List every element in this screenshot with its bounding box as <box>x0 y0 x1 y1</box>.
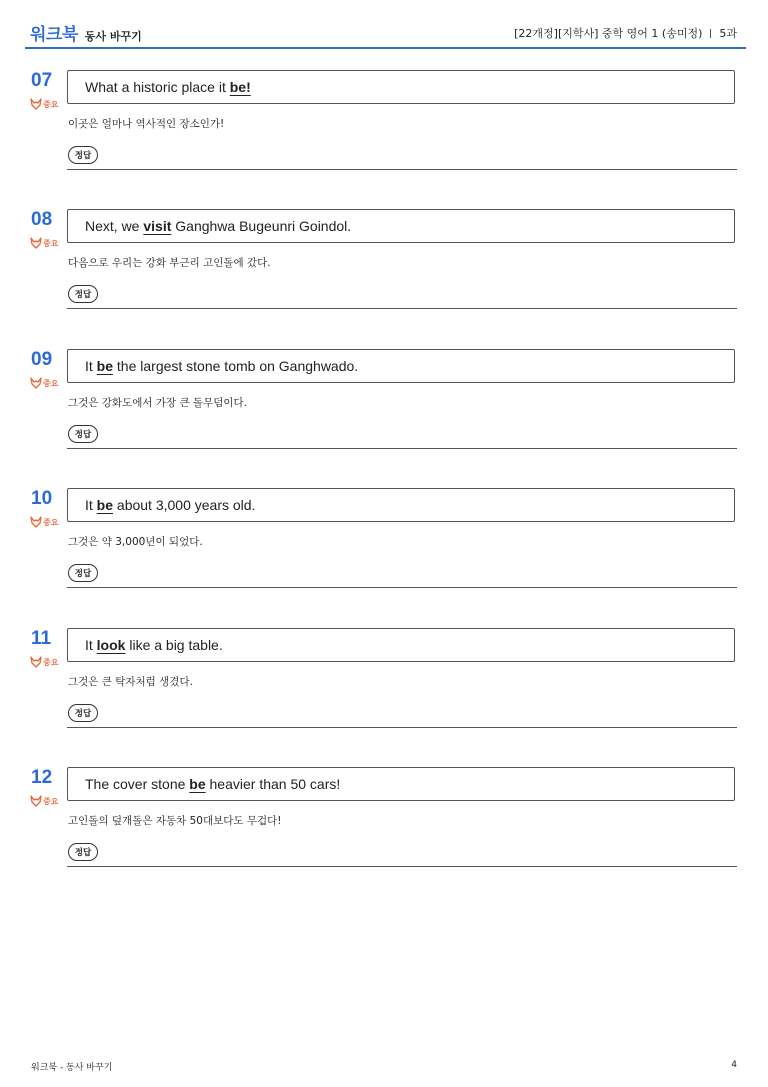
important-badge <box>30 656 58 668</box>
question-number: 08 <box>31 209 53 230</box>
question-item <box>0 209 768 329</box>
answer-button[interactable]: 정답 <box>68 146 98 164</box>
important-label: 중요 <box>43 657 59 667</box>
translation: 그것은 약 3,000년이 되었다. <box>68 536 203 548</box>
brand-logo: 워크북 <box>30 25 78 45</box>
verb-blank: be <box>189 776 206 792</box>
question-item <box>0 767 768 887</box>
fox-icon <box>30 516 42 528</box>
sentence-after: like a big table. <box>125 637 223 653</box>
fox-icon <box>30 656 42 668</box>
page-header <box>0 0 768 50</box>
answer-button[interactable]: 정답 <box>68 285 98 303</box>
question-number: 07 <box>31 70 53 91</box>
question-item <box>0 70 768 190</box>
question-number: 10 <box>31 488 53 509</box>
item-divider <box>67 866 737 867</box>
important-badge <box>30 795 58 807</box>
question-sentence <box>67 349 735 383</box>
sentence-after: Ganghwa Bugeunri Goindol. <box>171 218 352 234</box>
question-sentence <box>67 628 735 662</box>
sentence-before: What a historic place it <box>85 79 230 95</box>
important-label: 중요 <box>43 238 59 248</box>
translation: 고인돌의 덮개돌은 자동차 50대보다도 무겁다! <box>68 815 282 827</box>
question-item <box>0 349 768 469</box>
answer-button[interactable]: 정답 <box>68 704 98 722</box>
fox-icon <box>30 237 42 249</box>
verb-blank: be <box>96 358 114 374</box>
question-item <box>0 628 768 748</box>
item-divider <box>67 169 737 170</box>
question-number: 11 <box>31 628 52 649</box>
verb-blank: be <box>96 497 114 513</box>
item-divider <box>67 587 737 588</box>
answer-button[interactable]: 정답 <box>68 843 98 861</box>
question-sentence <box>67 70 735 104</box>
answer-button[interactable]: 정답 <box>68 425 98 443</box>
worksheet-type: 동사 바꾸기 <box>84 30 142 43</box>
item-divider <box>67 448 737 449</box>
important-badge <box>30 516 58 528</box>
sentence-before: It <box>85 497 97 513</box>
sentence-before: The cover stone <box>85 776 190 792</box>
question-number: 09 <box>31 349 53 370</box>
question-sentence <box>67 209 735 243</box>
brand <box>30 20 142 45</box>
verb-blank: visit <box>143 218 172 234</box>
course-title: [22개정][지학사] 중학 영어 1 (송미정) <box>514 27 703 40</box>
item-divider <box>67 308 737 309</box>
fox-icon <box>30 795 42 807</box>
item-divider <box>67 727 737 728</box>
important-label: 중요 <box>43 378 59 388</box>
important-badge <box>30 377 58 389</box>
important-label: 중요 <box>43 517 59 527</box>
important-badge <box>30 98 58 110</box>
translation: 다음으로 우리는 강화 부근리 고인돌에 갔다. <box>68 257 271 269</box>
translation: 이곳은 얼마나 역사적인 장소인가! <box>68 118 225 130</box>
fox-icon <box>30 377 42 389</box>
divider <box>710 29 711 38</box>
page-number: 4 <box>731 1060 737 1070</box>
important-label: 중요 <box>43 796 59 806</box>
question-item <box>0 488 768 608</box>
footer-title: 워크북 - 동사 바꾸기 <box>31 1063 113 1073</box>
important-badge <box>30 237 58 249</box>
verb-blank: look <box>96 637 126 653</box>
verb-blank: be! <box>229 79 251 95</box>
course-info <box>514 25 737 41</box>
translation: 그것은 큰 탁자처럼 생겼다. <box>68 676 193 688</box>
question-sentence <box>67 767 735 801</box>
sentence-before: It <box>85 637 97 653</box>
sentence-after: the largest stone tomb on Ganghwado. <box>113 358 359 374</box>
sentence-after: about 3,000 years old. <box>113 497 256 513</box>
sentence-before: It <box>85 358 97 374</box>
header-rule <box>25 47 746 49</box>
answer-button[interactable]: 정답 <box>68 564 98 582</box>
lesson-number: 5과 <box>719 27 737 40</box>
fox-icon <box>30 98 42 110</box>
sentence-after: heavier than 50 cars! <box>205 776 341 792</box>
important-label: 중요 <box>43 99 59 109</box>
translation: 그것은 강화도에서 가장 큰 돌무덤이다. <box>68 397 247 409</box>
question-sentence <box>67 488 735 522</box>
sentence-before: Next, we <box>85 218 144 234</box>
question-number: 12 <box>31 767 53 788</box>
